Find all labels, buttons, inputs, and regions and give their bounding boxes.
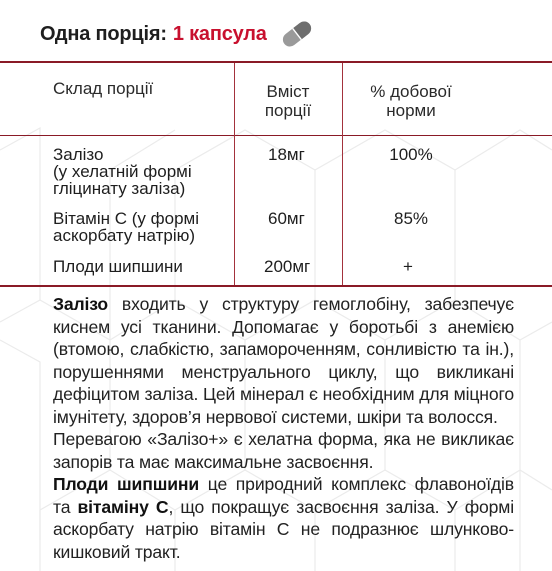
table-top-rule xyxy=(0,61,552,63)
row-iron-name-line2: (у хелатній формі xyxy=(53,162,192,181)
header-content-line1: Вміст xyxy=(266,82,310,101)
description-rosehip-paragraph: Плоди шипшини це природний комплекс флавоноїдів та вітаміну С, що покращує засвоєння заліза. У формі аскорбату натрію вітамін С не подразнює шлунково-кишковий тракт. xyxy=(53,474,515,562)
column-divider-1 xyxy=(234,63,235,285)
description-iron-paragraph: Залізо входить у структуру гемоглобіну, забезпечує киснем усі тканини. Допомагає у боротьбі з анемією (втомою, слабкістю, запамороченням, сонливістю та ін.), порушеннями менструального циклу, що викликані дефіцитом заліза. Цей мінерал є необхідним для міцного імунітету, здоров’я нервової системи, шкіри та волосся. xyxy=(53,294,514,427)
column-divider-2 xyxy=(342,63,343,285)
serving-size-label: Одна порція: xyxy=(40,22,167,45)
row-rosehip-name: Плоди шипшини xyxy=(53,257,183,276)
description-iron-term: Залізо xyxy=(53,294,109,314)
row-rosehip-percent: + xyxy=(403,257,413,276)
row-rosehip-amount: 200мг xyxy=(264,257,311,276)
row-vitamin-c-percent: 85% xyxy=(393,209,429,228)
header-daily-line2: норми xyxy=(386,101,436,120)
row-vitamin-c-name-line2: аскорбату натрію) xyxy=(53,226,196,245)
row-iron-name-line3: гліцинату заліза) xyxy=(53,179,186,198)
row-vitamin-c-amount: 60мг xyxy=(268,209,305,228)
row-iron-amount: 18мг xyxy=(268,145,305,164)
product-description xyxy=(53,293,514,563)
serving-size-heading xyxy=(40,18,317,50)
header-content-line2: порції xyxy=(264,101,312,120)
description-rosehip-term: Плоди шипшини xyxy=(53,474,200,494)
row-iron-name-line1: Залізо xyxy=(53,145,104,164)
header-daily-line1: % добової xyxy=(370,82,452,101)
capsule-icon xyxy=(277,18,317,50)
description-advantage-paragraph: Перевагою «Залізо+» є хелатна форма, яка не викликає запорів та має максимальне засвоєння. xyxy=(53,429,514,472)
serving-size-value: 1 капсула xyxy=(172,22,267,45)
table-header-rule xyxy=(0,135,552,136)
description-vitamin-c-term: вітаміну С xyxy=(77,496,169,517)
header-composition: Склад порції xyxy=(53,79,154,98)
row-iron-percent: 100% xyxy=(389,145,433,164)
table-bottom-rule xyxy=(0,285,552,287)
row-vitamin-c-name-line1: Вітамін С (у формі xyxy=(53,209,199,228)
